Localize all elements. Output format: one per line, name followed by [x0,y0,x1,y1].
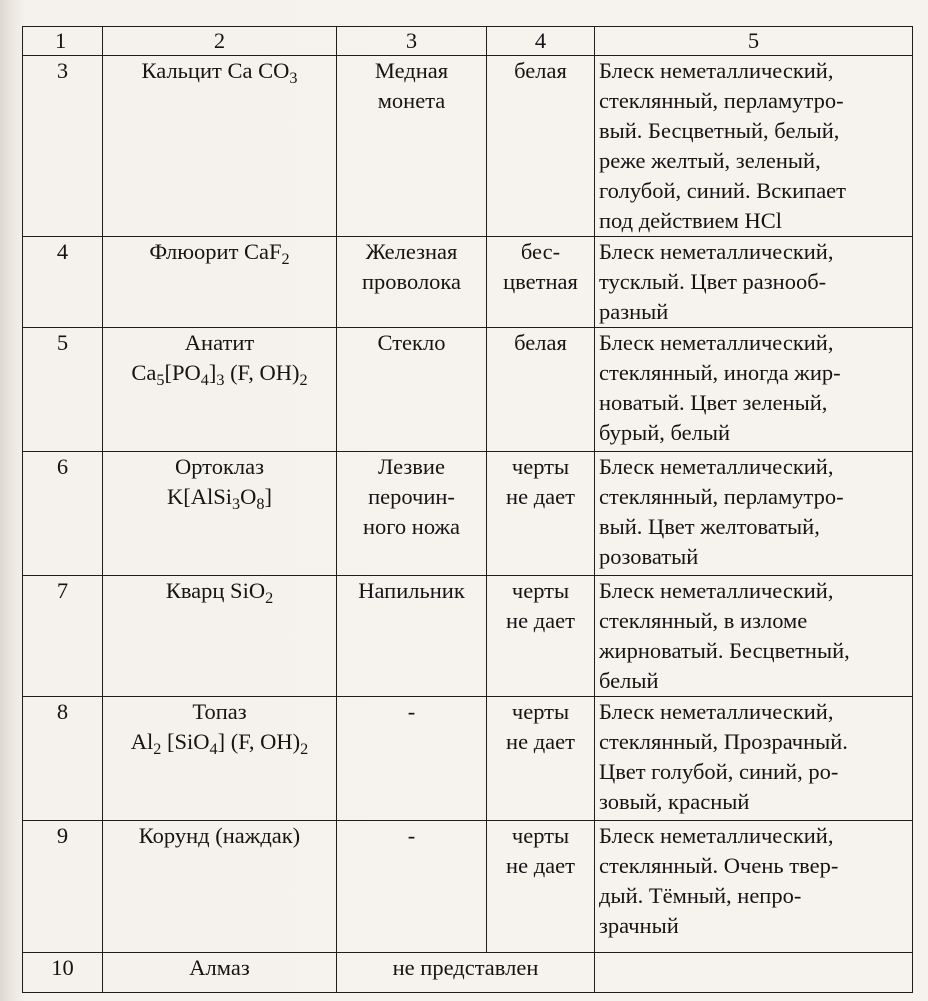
tool-line: проволока [361,269,462,294]
name-text: K[AlSi [167,484,233,509]
properties-description [595,237,913,328]
mineral-name [103,452,337,576]
tool-line: перочин- [368,484,455,509]
name-text: Al [130,729,154,754]
streak-line: черты [511,454,570,479]
table-row [23,56,913,237]
name-text: [PO [164,360,201,385]
table-row [23,452,913,576]
table-row [23,576,913,697]
tool-line: монета [377,88,446,113]
mineral-name [103,821,337,953]
hardness-tool [337,697,487,821]
table-row [23,697,913,821]
header-col-5: 5 [595,27,913,56]
row-number: 3 [23,56,103,237]
formula-subscript: 2 [153,739,162,758]
row-number: 9 [23,821,103,953]
desc-line: вый. Цвет желтоватый, [599,514,820,539]
desc-line: реже желтый, зеленый, [599,148,821,173]
streak-line: черты [511,578,570,603]
desc-line: Блеск неметаллический, [599,578,834,603]
mineral-name [103,697,337,821]
hardness-tool [337,237,487,328]
desc-line: зрачный [599,913,679,938]
desc-line: Блеск неметаллический, [599,239,834,264]
formula-subscript: 3 [232,494,241,513]
properties-description [595,576,913,697]
minerals-table [22,26,913,993]
streak-line: бес- [520,239,561,264]
row-number: 5 [23,328,103,452]
tool-line: Стекло [377,330,446,355]
name-text: (F, OH) [224,360,300,385]
hardness-tool [337,452,487,576]
merged-not-presented: не представлен [337,953,595,993]
hardness-tool [337,576,487,697]
name-text: Кальцит Ca CO [141,58,290,83]
hardness-tool [337,821,487,953]
desc-line: белый [599,668,659,693]
desc-line: Блеск неметаллический, [599,330,834,355]
formula-subscript: 8 [256,494,265,513]
formula-subscript: 2 [265,588,274,607]
properties-description [595,328,913,452]
tool-line: Напильник [358,578,465,603]
mineral-name [103,237,337,328]
desc-line: розоватый [599,544,699,569]
hardness-tool [337,56,487,237]
properties-description [595,56,913,237]
desc-line: Блеск неметаллический, [599,58,834,83]
mineral-name [103,576,337,697]
desc-line: под действием HCl [599,208,783,233]
row-number: 8 [23,697,103,821]
desc-line: стеклянный, перламутро- [599,484,844,509]
tool-line: - [407,823,416,848]
streak-color [487,56,595,237]
desc-line: бурый, белый [599,420,731,445]
tool-line: Железная [365,239,458,264]
desc-line: Блеск неметаллический, [599,823,834,848]
table-row [23,328,913,452]
header-col-1: 1 [23,27,103,56]
desc-line: вый. Бесцветный, белый, [599,118,840,143]
formula-subscript: 3 [216,370,225,389]
desc-line: зовый, красный [599,789,750,814]
formula-subscript: 5 [156,370,165,389]
desc-line: Блеск неметаллический, [599,454,834,479]
desc-line: стеклянный, перламутро- [599,88,844,113]
desc-line: стеклянный, в изломе [599,608,808,633]
streak-line: черты [511,699,570,724]
formula-subscript: 2 [281,249,290,268]
desc-line: стеклянный. Очень твер- [599,853,839,878]
streak-color [487,821,595,953]
name-text: ] [208,360,217,385]
name-text: Корунд (наждак) [138,823,301,848]
name-text: Анатит [184,330,255,355]
name-text: ] (F, OH) [217,729,301,754]
header-col-2: 2 [103,27,337,56]
properties-description [595,697,913,821]
streak-color [487,328,595,452]
name-text: [SiO [161,729,210,754]
formula-subscript: 4 [200,370,209,389]
streak-color [487,452,595,576]
streak-color [487,697,595,821]
streak-color [487,576,595,697]
properties-description [595,821,913,953]
desc-line: Цвет голубой, синий, ро- [599,759,839,784]
header-col-4: 4 [487,27,595,56]
name-text: Топаз [192,699,247,724]
streak-line: не дает [506,484,575,509]
table-row-last [23,953,913,993]
properties-description [595,953,913,993]
desc-line: тусклый. Цвет разнооб- [599,269,827,294]
desc-line: голубой, синий. Вскипает [599,178,847,203]
row-number: 4 [23,237,103,328]
table-body [23,27,913,993]
header-col-3: 3 [337,27,487,56]
formula-subscript: 2 [299,370,308,389]
tool-line: Медная [374,58,449,83]
hardness-tool [337,328,487,452]
streak-line: не дает [506,729,575,754]
name-text: Ca [131,360,157,385]
name-text: Ортоклаз [174,454,265,479]
streak-line: черты [511,823,570,848]
mineral-name [103,56,337,237]
streak-line: цветная [503,269,578,294]
streak-line: не дает [506,608,575,633]
name-text: Флюорит CaF [149,239,282,264]
row-number: 6 [23,452,103,576]
table-row [23,237,913,328]
streak-line: не дает [506,853,575,878]
name-text: O [240,484,257,509]
header-row [23,27,913,56]
formula-subscript: 4 [209,739,218,758]
desc-line: новатый. Цвет зеленый, [599,390,828,415]
streak-color [487,237,595,328]
row-number: 7 [23,576,103,697]
desc-line: разный [599,299,669,324]
tool-line: Лезвие [378,454,445,479]
mineral-name [103,328,337,452]
tool-line: ного ножа [362,514,461,539]
row-number: 10 [23,953,103,993]
desc-line: стеклянный, иногда жир- [599,360,841,385]
streak-line: белая [514,58,567,83]
desc-line: стеклянный, Прозрачный. [599,729,848,754]
formula-subscript: 2 [300,739,309,758]
table-row [23,821,913,953]
mineral-name: Алмаз [103,953,337,993]
formula-subscript: 3 [289,68,298,87]
desc-line: Блеск неметаллический, [599,699,834,724]
name-text: Кварц SiO [165,578,266,603]
desc-line: дый. Тёмный, непро- [599,883,802,908]
tool-line: - [407,699,416,724]
desc-line: жирноватый. Бесцветный, [599,638,850,663]
properties-description [595,452,913,576]
name-text: ] [264,484,272,509]
streak-line: белая [514,330,567,355]
